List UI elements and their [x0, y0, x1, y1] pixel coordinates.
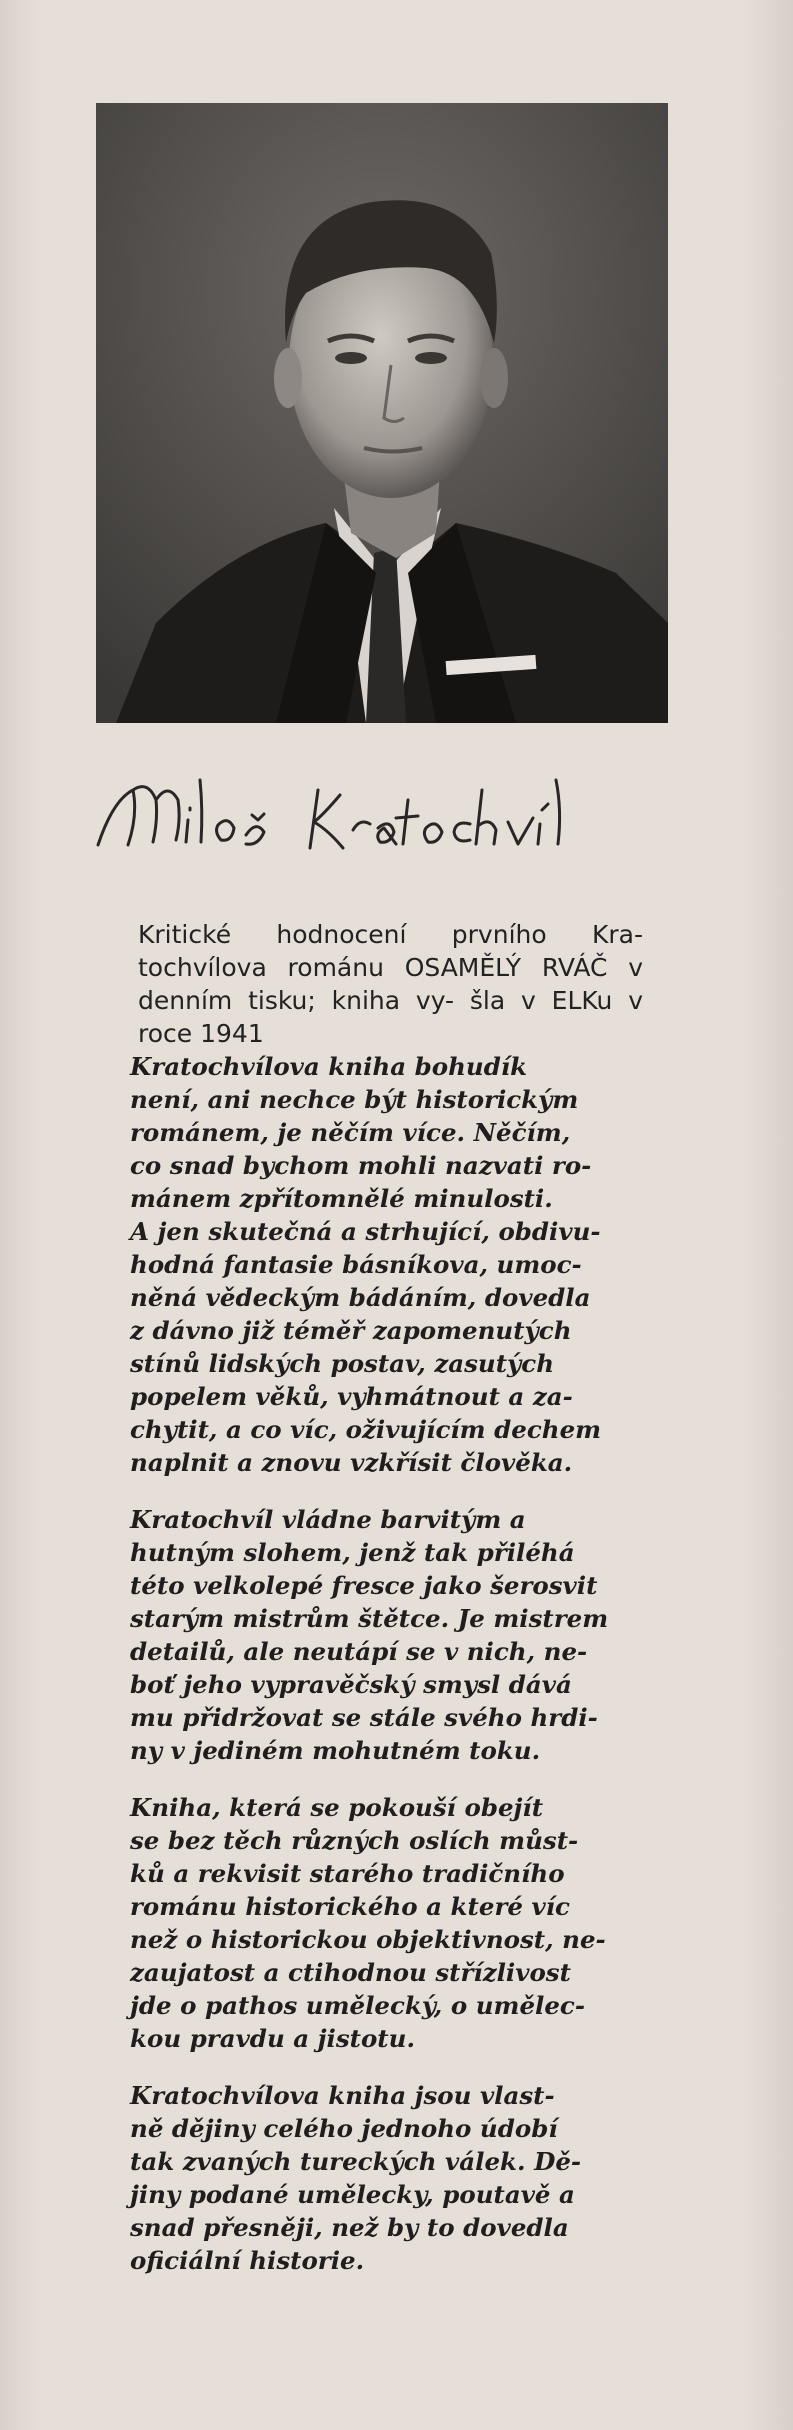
text-line: stínů lidských postav, zasutých — [130, 1349, 555, 1378]
text-line: románem, je něčím více. Něčím, — [130, 1118, 571, 1147]
author-portrait-photo — [96, 103, 668, 723]
text-line: starým mistrům štětce. Je mistrem — [130, 1604, 609, 1633]
text-line: se bez těch různých oslích můst- — [130, 1826, 579, 1855]
text-line: z dávno již téměř zapomenutých — [130, 1316, 572, 1345]
text-line: mánem zpřítomnělé minulosti. — [130, 1184, 553, 1213]
text-line: zaujatost a ctihodnou střízlivost — [130, 1958, 571, 1987]
text-line: Kratochvílova kniha bohudík — [130, 1052, 528, 1081]
text-line: hodná fantasie básníkova, umoc- — [130, 1250, 582, 1279]
text-line: než o historickou objektivnost, ne- — [130, 1925, 606, 1954]
review-paragraph-2 — [130, 1503, 645, 1767]
text-line: oficiální historie. — [130, 2246, 365, 2275]
review-paragraph-4 — [130, 2079, 645, 2277]
review-paragraph-3 — [130, 1791, 645, 2055]
author-signature — [78, 760, 698, 870]
text-line: hutným slohem, jenž tak přiléhá — [130, 1538, 575, 1567]
text-line: tak zvaných tureckých válek. Dě- — [130, 2147, 582, 2176]
text-line: A jen skutečná a strhující, obdivu- — [130, 1217, 601, 1246]
text-line: snad přesněji, než by to dovedla — [130, 2213, 569, 2242]
portrait-image — [96, 103, 668, 723]
intro-text — [138, 918, 643, 1050]
intro-line: šla v ELKu v roce 1941 — [138, 986, 643, 1048]
intro-line: Kritické hodnocení prvního Kra- — [138, 920, 643, 949]
text-line: ny v jediném mohutném toku. — [130, 1736, 541, 1765]
text-line: jde o pathos umělecký, o umělec- — [130, 1991, 586, 2020]
intro-note — [138, 918, 643, 1050]
text-line: mu přidržovat se stále svého hrdi- — [130, 1703, 598, 1732]
handwritten-signature-image — [78, 760, 698, 870]
review-article — [130, 1050, 645, 2301]
text-line: naplnit a znovu vzkřísit člověka. — [130, 1448, 573, 1477]
review-paragraph-1 — [130, 1050, 645, 1479]
text-line: této velkolepé fresce jako šerosvit — [130, 1571, 598, 1600]
intro-line: RVÁČ v denním tisku; kniha vy- — [138, 953, 643, 1015]
text-line: jiny podané umělecky, poutavě a — [130, 2180, 575, 2209]
text-line: co snad bychom mohli nazvati ro- — [130, 1151, 592, 1180]
text-line: románu historického a které víc — [130, 1892, 570, 1921]
intro-line: tochvílova románu OSAMĚLÝ — [138, 953, 522, 982]
text-line: ků a rekvisit starého tradičního — [130, 1859, 565, 1888]
text-line: Kniha, která se pokouší obejít — [130, 1793, 544, 1822]
text-line: Kratochvílova kniha jsou vlast- — [130, 2081, 555, 2110]
text-line: kou pravdu a jistotu. — [130, 2024, 415, 2053]
text-line: chytit, a co víc, oživujícím dechem — [130, 1415, 602, 1444]
text-line: něná vědeckým bádáním, dovedla — [130, 1283, 591, 1312]
text-line: boť jeho vypravěčský smysl dává — [130, 1670, 572, 1699]
text-line: ně dějiny celého jednoho údobí — [130, 2114, 558, 2143]
text-line: není, ani nechce být historickým — [130, 1085, 579, 1114]
text-line: popelem věků, vyhmátnout a za- — [130, 1382, 573, 1411]
text-line: Kratochvíl vládne barvitým a — [130, 1505, 526, 1534]
text-line: detailů, ale neutápí se v nich, ne- — [130, 1637, 588, 1666]
